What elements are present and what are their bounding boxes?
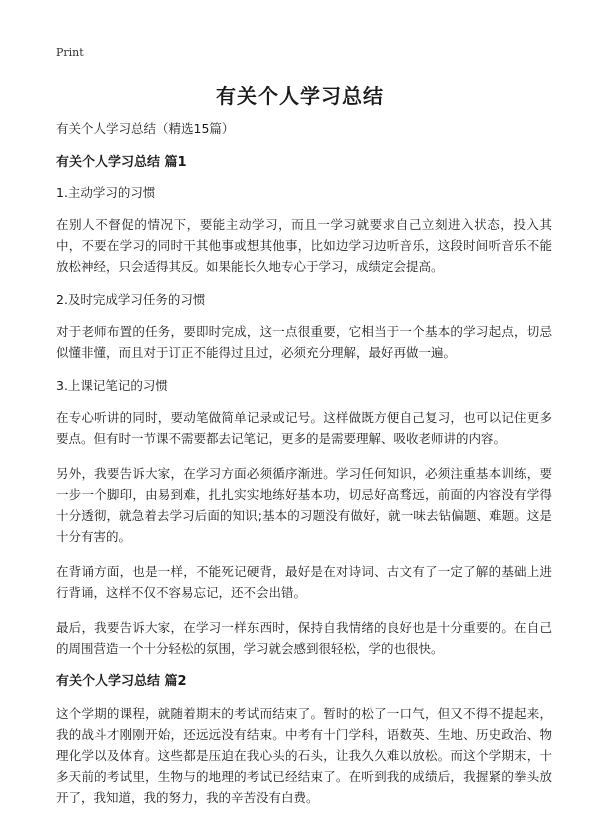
section-1 <box>56 154 552 659</box>
page-title: 有关个人学习总结 <box>216 84 384 108</box>
paragraph: 在背诵方面，也是一样，不能死记硬背，最好是在对诗词、古文有了一定了解的基础上进行背诵，这样不仅不容易忘记，还不会出错。 <box>56 564 552 600</box>
section-2 <box>56 673 552 808</box>
document-subtitle: 有关个人学习总结（精选15篇） <box>56 121 235 136</box>
document-body <box>56 120 552 822</box>
sub-heading: 1.主动学习的习惯 <box>56 185 156 200</box>
paragraph: 对于老师布置的任务，要即时完成，这一点很重要，它相当于一个基本的学习起点，切忌似懂非懂，而且对于订正不能得过且过，必须充分理解，最好再做一遍。 <box>56 324 552 360</box>
paragraph: 另外，我要告诉大家，在学习方面必须循序渐进。学习任何知识，必须注重基本训练，要一步一个脚印，由易到难，扎扎实实地练好基本功，切忌好高骛远，前面的内容没有学得十分透彻，就急着去学习后面的知识;基本的习题没有做好，就一味去钻偏题、难题。这是十分有害的。 <box>56 466 552 544</box>
sub-heading: 2.及时完成学习任务的习惯 <box>56 292 206 307</box>
section-heading: 有关个人学习总结 篇2 <box>56 674 187 689</box>
paragraph: 在别人不督促的情况下，要能主动学习，而且一学习就要求自己立刻进入状态，投入其中，不要在学习的同时干其他事或想其他事，比如边学习边听音乐，这段时间听音乐不能放松神经，只会适得其反。如果能长久地专心于学习，成绩定会提高。 <box>56 217 552 274</box>
section-heading: 有关个人学习总结 篇1 <box>56 155 187 170</box>
print-link[interactable]: Print <box>56 46 84 59</box>
paragraph: 在专心听讲的同时，要动笔做简单记录或记号。这样做既方便自己复习，也可以记住更多要点。但有时一节课不需要都去记笔记，更多的是需要理解、吸收老师讲的内容。 <box>56 410 552 446</box>
paragraph: 这个学期的课程，就随着期末的考试而结束了。暂时的松了一口气，但又不得不提起来，我的战斗才刚刚开始，还远远没有结束。中考有十门学科，语数英、生地、历史政治、物理化学以及体育。这些都是压迫在我心头的石头，让我久久难以放松。而这个学期末，十多天前的考试里，生物与的地理的考试已经结束了。在听到我的成绩后，我握紧的拳头放开了，我知道，我的努力，我的辛苦没有白费。 <box>56 706 552 805</box>
sub-heading: 3.上课记笔记的习惯 <box>56 378 168 393</box>
paragraph: 最后，我要告诉大家，在学习一样东西时，保持自我情绪的良好也是十分重要的。在自己的周围营造一个十分轻松的氛围，学习就会感到很轻松，学的也很快。 <box>56 620 552 656</box>
